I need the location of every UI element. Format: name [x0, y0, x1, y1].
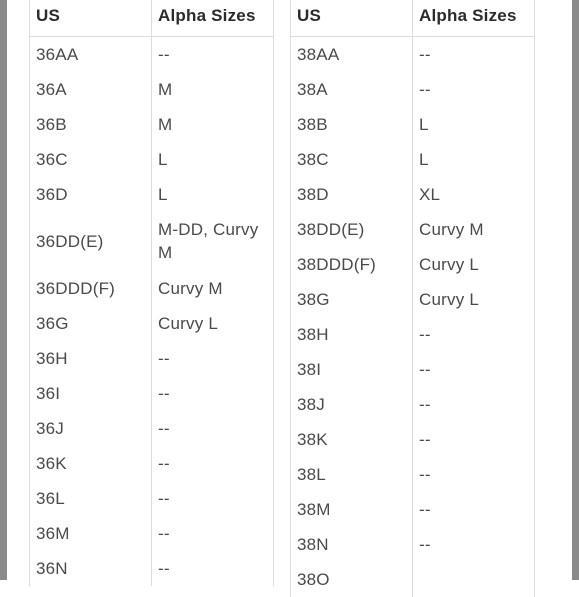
table-row	[291, 317, 535, 352]
us-size-cell: 36DD(E)	[30, 212, 152, 271]
table-row	[30, 341, 274, 376]
us-size-cell: 36AA	[30, 36, 152, 72]
table-row	[291, 387, 535, 422]
us-size-cell: 36N	[30, 551, 152, 586]
table-row	[30, 551, 274, 586]
us-size-cell: 38AA	[291, 36, 413, 72]
us-size-cell: 38L	[291, 457, 413, 492]
alpha-size-cell: --	[413, 387, 535, 422]
table-row	[30, 411, 274, 446]
alpha-size-cell: L	[413, 142, 535, 177]
us-size-cell: 38G	[291, 282, 413, 317]
us-size-cell: 36DDD(F)	[30, 271, 152, 306]
alpha-size-cell: M	[152, 72, 274, 107]
us-size-cell: 38N	[291, 527, 413, 562]
us-size-cell: 38DDD(F)	[291, 247, 413, 282]
table-row	[30, 446, 274, 481]
alpha-size-cell: --	[413, 422, 535, 457]
us-size-cell: 38H	[291, 317, 413, 352]
alpha-size-cell: Curvy L	[152, 306, 274, 341]
alpha-size-cell: M-DD, Curvy M	[152, 212, 274, 271]
table-row	[291, 72, 535, 107]
us-size-cell: 36A	[30, 72, 152, 107]
table-row	[30, 72, 274, 107]
table-row	[291, 107, 535, 142]
table-row	[291, 212, 535, 247]
header-row	[30, 0, 274, 36]
column-header-us: US	[291, 0, 413, 36]
us-size-cell: 38C	[291, 142, 413, 177]
size-chart-38	[290, 0, 535, 597]
table-row	[30, 271, 274, 306]
table-row	[291, 457, 535, 492]
us-size-cell: 38B	[291, 107, 413, 142]
table-row	[30, 376, 274, 411]
us-size-cell: 38O	[291, 562, 413, 597]
us-size-cell: 36H	[30, 341, 152, 376]
alpha-size-cell: --	[152, 376, 274, 411]
us-size-cell: 36I	[30, 376, 152, 411]
left-frame-border	[0, 0, 7, 580]
alpha-size-cell: --	[152, 516, 274, 551]
alpha-size-cell: --	[413, 457, 535, 492]
us-size-cell: 38K	[291, 422, 413, 457]
alpha-size-cell: L	[413, 107, 535, 142]
table-row	[30, 142, 274, 177]
alpha-size-cell: --	[152, 411, 274, 446]
us-size-cell: 38A	[291, 72, 413, 107]
alpha-size-cell: --	[413, 72, 535, 107]
us-size-cell: 38J	[291, 387, 413, 422]
alpha-size-cell: L	[152, 177, 274, 212]
us-size-cell: 36D	[30, 177, 152, 212]
table-row	[291, 177, 535, 212]
alpha-size-cell: --	[413, 317, 535, 352]
alpha-size-cell: --	[152, 341, 274, 376]
alpha-size-cell: XL	[413, 177, 535, 212]
alpha-size-cell	[413, 562, 535, 597]
us-size-cell: 38I	[291, 352, 413, 387]
alpha-size-cell: Curvy M	[152, 271, 274, 306]
column-header-us: US	[30, 0, 152, 36]
alpha-size-cell: --	[413, 36, 535, 72]
alpha-size-cell: L	[152, 142, 274, 177]
size-chart-36	[29, 0, 274, 586]
alpha-size-cell: --	[152, 551, 274, 586]
alpha-size-cell: M	[152, 107, 274, 142]
table-row	[30, 516, 274, 551]
us-size-cell: 36K	[30, 446, 152, 481]
right-frame-border	[572, 0, 579, 580]
header-row	[291, 0, 535, 36]
us-size-cell: 36M	[30, 516, 152, 551]
table-row	[291, 247, 535, 282]
table-row	[291, 142, 535, 177]
us-size-cell: 36C	[30, 142, 152, 177]
table-row	[291, 422, 535, 457]
table-row	[30, 306, 274, 341]
table-row	[30, 212, 274, 271]
table-row	[30, 177, 274, 212]
table-row	[291, 562, 535, 597]
us-size-cell: 38D	[291, 177, 413, 212]
alpha-size-cell: --	[413, 492, 535, 527]
us-size-cell: 38M	[291, 492, 413, 527]
alpha-size-cell: Curvy L	[413, 247, 535, 282]
table-row	[291, 492, 535, 527]
table-row	[291, 36, 535, 72]
column-header-alpha-sizes: Alpha Sizes	[413, 0, 535, 36]
table-row	[291, 352, 535, 387]
table-row	[30, 36, 274, 72]
alpha-size-cell: --	[152, 481, 274, 516]
us-size-cell: 36L	[30, 481, 152, 516]
alpha-size-cell: --	[152, 36, 274, 72]
alpha-size-cell: --	[413, 527, 535, 562]
alpha-size-cell: Curvy M	[413, 212, 535, 247]
alpha-size-cell: Curvy L	[413, 282, 535, 317]
table-row	[291, 282, 535, 317]
alpha-size-cell: --	[413, 352, 535, 387]
us-size-cell: 36G	[30, 306, 152, 341]
table-row	[30, 107, 274, 142]
alpha-size-cell: --	[152, 446, 274, 481]
us-size-cell: 38DD(E)	[291, 212, 413, 247]
table-row	[30, 481, 274, 516]
column-header-alpha-sizes: Alpha Sizes	[152, 0, 274, 36]
us-size-cell: 36B	[30, 107, 152, 142]
us-size-cell: 36J	[30, 411, 152, 446]
table-row	[291, 527, 535, 562]
